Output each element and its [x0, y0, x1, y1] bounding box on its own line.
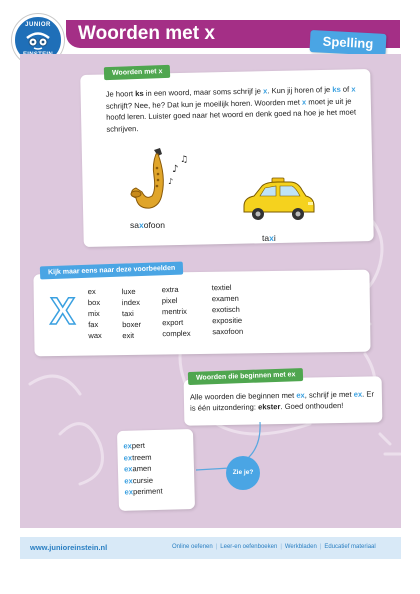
example-word: expositie: [212, 315, 243, 326]
examples-column-1: [88, 286, 102, 341]
example-word: boxer: [122, 319, 142, 330]
big-x-letter: X: [50, 291, 76, 333]
example-word: fax: [88, 319, 99, 330]
caption-part: ta: [262, 233, 270, 243]
example-word: index: [121, 297, 141, 308]
example-word: pixel: [161, 295, 178, 306]
highlight-ex: ex: [123, 441, 132, 451]
caption-part: sa: [130, 220, 139, 230]
footer-links: [172, 544, 376, 550]
example-word: luxe: [121, 286, 136, 297]
ex-word: [123, 440, 161, 452]
page-title: Woorden met x: [78, 23, 215, 44]
intro-text: in een woord, maar soms schrijf je: [143, 86, 264, 98]
rule-text: . Er is één uitzondering:: [190, 389, 375, 413]
ex-word-rest: periment: [132, 486, 163, 497]
examples-column-3: [162, 284, 191, 339]
examples-card-label: Kijk maar eens naar deze voorbeelden: [40, 262, 184, 280]
caption-part: i: [273, 233, 276, 243]
footer-link-online[interactable]: Online oefenen: [172, 544, 213, 550]
intro-paragraph: [106, 83, 369, 134]
highlight-ex: ex: [296, 390, 305, 400]
example-word: box: [87, 297, 101, 308]
rule-paragraph: [190, 388, 380, 413]
saxofoon-caption: [130, 220, 165, 230]
intro-text: . Kun jij horen of je: [267, 85, 333, 96]
ex-word: [124, 474, 162, 486]
highlight-ex: ex: [123, 452, 133, 462]
saxophone-icon: [128, 146, 190, 216]
footer-link-worksheets[interactable]: Werkbladen: [284, 544, 317, 550]
footer-separator: |: [280, 544, 282, 550]
ex-word: [124, 451, 162, 463]
ex-word-rest: amen: [132, 463, 152, 474]
example-word: textiel: [211, 282, 232, 293]
intro-text: schrijft? Nee, he? Dat kun je moeilijk horen. Woorden met: [105, 97, 303, 111]
example-word: mentrix: [161, 306, 187, 317]
highlight-x: x: [301, 97, 307, 107]
ex-word: [124, 463, 162, 475]
rule-text: , schrijf je met: [304, 389, 354, 400]
intro-card-label: Woorden met x: [104, 65, 171, 80]
ex-word-rest: cursie: [132, 475, 154, 485]
ex-words-list: [123, 440, 162, 498]
examples-column-2: [122, 286, 142, 341]
footer-url-link[interactable]: www.junioreinstein.nl: [30, 543, 108, 552]
footer-link-books[interactable]: Leer-en oefenboeken: [220, 544, 278, 550]
rule-text: Alle woorden die beginnen met: [189, 390, 297, 402]
svg-text:♪: ♪: [168, 177, 174, 186]
example-word: ex: [87, 286, 96, 297]
ex-word-rest: pert: [131, 440, 146, 451]
taxi-caption: [262, 233, 276, 243]
example-word: examen: [211, 293, 239, 304]
highlight-ex: ex: [124, 487, 134, 497]
highlight-ex: ex: [124, 475, 133, 485]
rule-card-label: Woorden die beginnen met ex: [188, 368, 304, 385]
example-word: mix: [87, 308, 100, 319]
intro-text: moet je uit je hoofd leren. Luister goed naar het woord en denk goed na hoe je het moet schrijven.: [106, 96, 357, 134]
example-word: saxofoon: [212, 326, 244, 337]
footer-separator: |: [215, 544, 218, 550]
einstein-face-icon: [24, 31, 52, 51]
highlight-x: x: [138, 220, 144, 230]
highlight-ex: ex: [353, 389, 363, 399]
zie-je-bubble: Zie je?: [226, 456, 260, 490]
highlight-x: x: [269, 233, 274, 243]
ex-word-rest: treem: [132, 452, 152, 462]
intro-text-bold: ks: [135, 88, 144, 99]
subject-tag: Spelling: [309, 30, 386, 56]
example-word: complex: [162, 328, 191, 339]
examples-column-4: [212, 282, 244, 337]
example-word: wax: [88, 330, 102, 341]
highlight-x: x: [262, 86, 268, 96]
svg-text:♫: ♫: [180, 155, 189, 165]
example-word: exotisch: [211, 304, 240, 315]
example-word: export: [162, 317, 184, 328]
footer-separator: |: [319, 544, 322, 550]
example-word: extra: [161, 284, 179, 295]
highlight-ex: ex: [123, 464, 133, 474]
highlight-x: x: [351, 84, 356, 94]
taxi-icon: [238, 176, 318, 224]
intro-text: Je hoort: [105, 89, 136, 99]
rule-text-bold: ekster: [257, 402, 281, 412]
highlight-ks: ks: [332, 84, 341, 94]
svg-text:♪: ♪: [172, 164, 179, 175]
logo-text-top: JUNIOR: [25, 22, 51, 28]
examples-card: [33, 270, 370, 357]
intro-text: of: [340, 84, 352, 94]
example-word: exit: [122, 330, 135, 341]
caption-part: ofoon: [143, 220, 165, 230]
rule-text: . Goed onthouden!: [280, 400, 344, 412]
ex-word: [124, 485, 162, 497]
example-word: taxi: [121, 308, 134, 319]
footer-link-materials[interactable]: Educatief materiaal: [324, 544, 376, 550]
